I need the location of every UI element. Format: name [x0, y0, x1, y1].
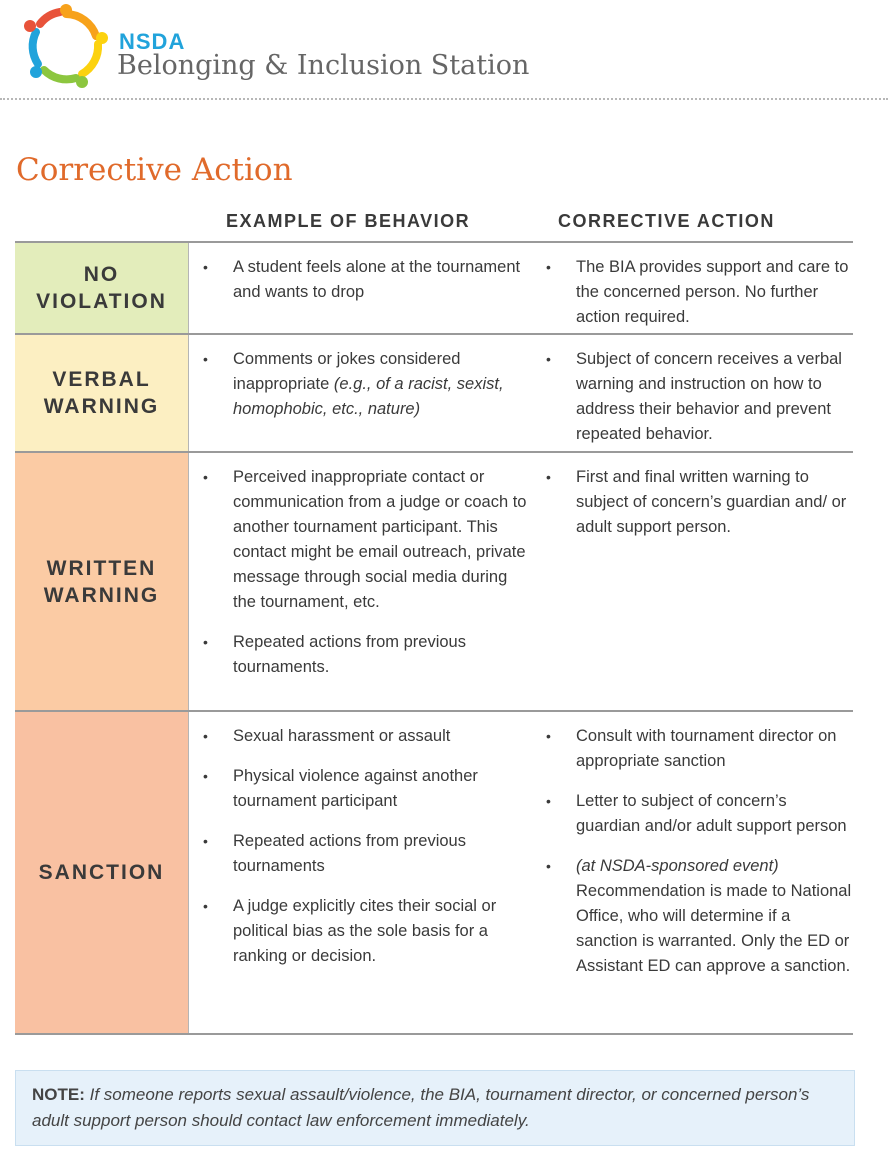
list-item: • A student feels alone at the tournament and wants to drop: [203, 258, 521, 301]
header: [0, 0, 888, 102]
row-label: [15, 712, 189, 1033]
action-cell: [532, 335, 854, 451]
row-label-line: SANCTION: [38, 861, 165, 884]
page-title: Corrective Action: [16, 152, 293, 188]
list-item: • Repeated actions from previous tournaments.: [203, 633, 466, 676]
action-cell: [532, 243, 854, 333]
table-row-verbal-warning: [15, 335, 853, 453]
list-item: • Sexual harassment or assault: [203, 727, 451, 745]
list-item: • Comments or jokes considered inappropriate (e.g., of a racist, sexist, homophobic, etc., nature): [203, 350, 504, 418]
list-item: • First and final written warning to subject of concern’s guardian and/ or adult support person.: [546, 468, 847, 536]
nsda-logo-icon: [22, 2, 110, 88]
column-header-example: EXAMPLE OF BEHAVIOR: [226, 211, 471, 231]
brand-name: NSDA: [119, 29, 186, 54]
example-cell: [189, 453, 532, 710]
example-cell: [189, 243, 532, 333]
row-label-line: WARNING: [43, 583, 160, 607]
list-item: • Letter to subject of concern’s guardian and/or adult support person: [546, 792, 847, 835]
list-item: • Consult with tournament director on appropriate sanction: [546, 727, 837, 770]
example-cell: [189, 335, 532, 451]
row-label-line: WRITTEN: [46, 556, 157, 580]
list-item: • Repeated actions from previous tournaments: [203, 832, 466, 875]
header-divider: [0, 98, 888, 100]
row-label: [15, 243, 189, 333]
corrective-action-table: [15, 241, 853, 1035]
action-cell: [532, 453, 854, 710]
table-row-written-warning: [15, 453, 853, 712]
note-label: NOTE:: [32, 1085, 85, 1104]
list-item: • The BIA provides support and care to the concerned person. No further action required.: [546, 258, 849, 326]
action-cell: [532, 712, 854, 1033]
brand-subtitle: Belonging & Inclusion Station: [117, 50, 530, 81]
column-header-action: CORRECTIVE ACTION: [558, 211, 775, 231]
row-label-line: WARNING: [43, 395, 160, 418]
list-item: • Physical violence against another tournament participant: [203, 767, 478, 810]
list-item: • Subject of concern receives a verbal warning and instruction on how to address their behavior and prevent repeated behavior.: [546, 350, 842, 443]
note-box: [15, 1070, 855, 1146]
list-item: • (at NSDA-sponsored event) Recommendation is made to National Office, who will determine if a sanction is warranted. Only the ED or Assistant ED can approve a sanction.: [546, 857, 852, 975]
row-label-line: VIOLATION: [36, 290, 167, 313]
example-cell: [189, 712, 532, 1033]
list-item: • Perceived inappropriate contact or communication from a judge or coach to another tournament participant. This contact might be email outreach, private message through social media during the tournament, etc.: [203, 468, 527, 611]
row-label: [15, 453, 189, 710]
row-label: [15, 335, 189, 451]
note-text: If someone reports sexual assault/violence, the BIA, tournament director, or concerned person’s adult support person should contact law enforcement immediately.: [32, 1085, 810, 1130]
row-label-line: NO: [83, 263, 120, 286]
table-row-no-violation: [15, 241, 853, 335]
list-item: • A judge explicitly cites their social or political bias as the sole basis for a ranking or decision.: [203, 897, 497, 965]
row-label-line: VERBAL: [52, 368, 151, 391]
table-row-sanction: [15, 712, 853, 1035]
